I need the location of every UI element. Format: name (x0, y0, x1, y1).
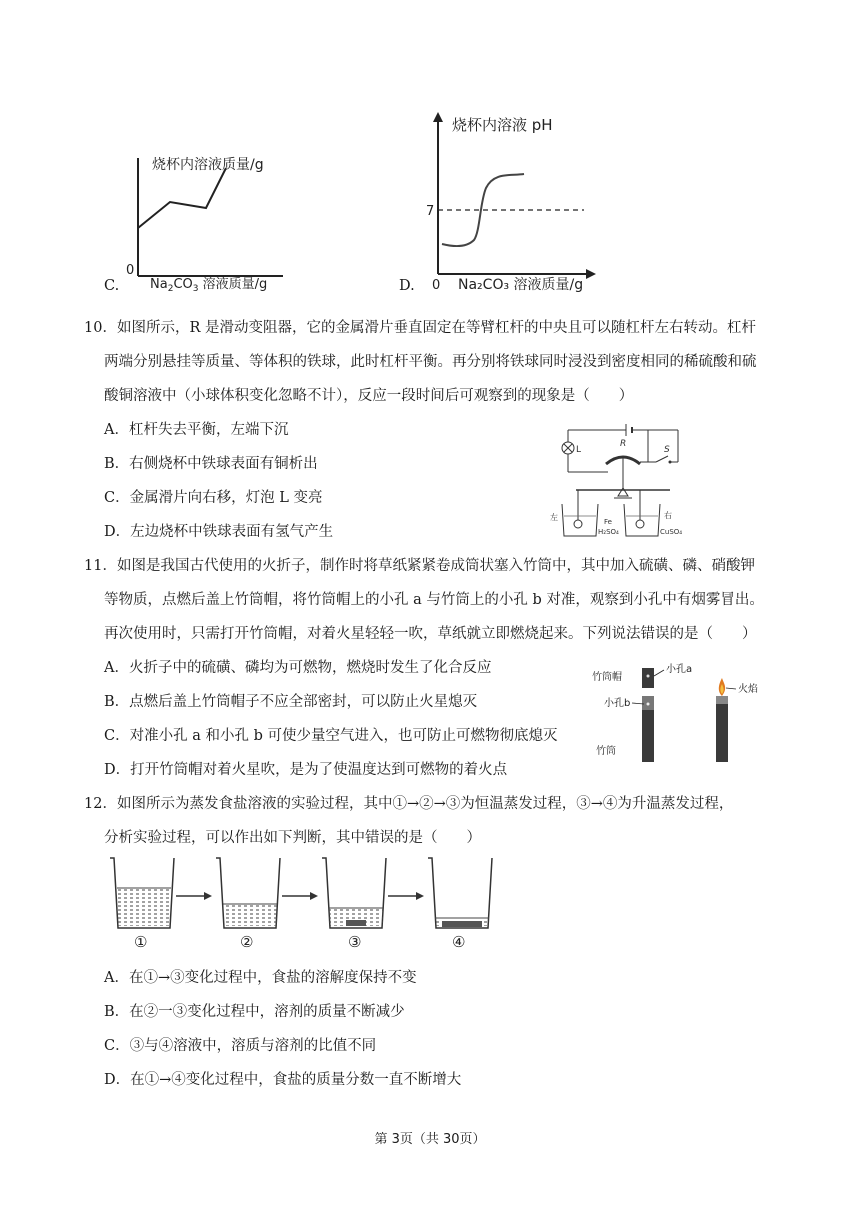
q12-beakers-figure (100, 852, 510, 952)
q11-line-1: 11．如图是我国古代使用的火折子，制作时将草纸紧紧卷成筒状塞入竹筒中，其中加入硫磺、磷、硝酸钾 (84, 558, 755, 574)
svg-text:小孔b: 小孔b (604, 698, 631, 709)
q12-option-d: D．在①→④变化过程中，食盐的质量分数一直不断增大 (104, 1072, 462, 1088)
graph-d-ylabel: 烧杯内溶液 pH (452, 116, 553, 134)
q10-circuit-figure (548, 412, 708, 542)
q10-option-a: A．杠杆失去平衡，左端下沉 (104, 422, 289, 438)
q11-line-2: 等物质，点燃后盖上竹筒帽，将竹筒帽上的小孔 a 与竹筒上的小孔 b 对准，观察到小孔中有烟雾冒出。 (104, 592, 764, 608)
graph-d-origin: 0 (432, 278, 441, 293)
svg-text:小孔a: 小孔a (666, 664, 693, 675)
svg-text:H₂SO₄: H₂SO₄ (598, 528, 619, 536)
q12-option-b: B．在②一③变化过程中，溶剂的质量不断减少 (104, 1004, 405, 1020)
q11-fire-starter-figure (592, 662, 772, 772)
svg-text:CuSO₄: CuSO₄ (660, 528, 683, 536)
svg-text:Fe: Fe (604, 518, 612, 526)
q11-line-3: 再次使用时，只需打开竹筒帽，对着火星轻轻一吹，草纸就立即燃烧起来。下列说法错误的是（ ） (104, 626, 757, 642)
q10-line-1: 10．如图所示，R 是滑动变阻器，它的金属滑片垂直固定在等臂杠杆的中央且可以随杠杆左右转动。杠杆 (84, 320, 756, 336)
graph-c-xlabel: $Na_2CO_3$ 溶液质量/g (150, 277, 268, 294)
svg-text:火焰: 火焰 (738, 684, 758, 695)
page-footer: 第 3页（共 30页） (374, 1132, 486, 1147)
svg-text:③: ③ (348, 933, 362, 951)
graph-d-xlabel: Na₂CO₃ 溶液质量/g (458, 277, 584, 293)
q12-option-a: A．在①→③变化过程中，食盐的溶解度保持不变 (104, 970, 417, 986)
svg-text:L: L (576, 445, 582, 455)
q10-option-c: C．金属滑片向右移，灯泡 L 变亮 (104, 490, 323, 506)
svg-text:右: 右 (664, 511, 672, 520)
svg-text:S: S (664, 445, 670, 455)
svg-text:④: ④ (452, 933, 466, 951)
svg-text:左: 左 (550, 513, 558, 522)
q11-option-d: D．打开竹筒帽对着火星吹，是为了使温度达到可燃物的着火点 (104, 762, 508, 778)
q10-option-b: B．右侧烧杯中铁球表面有铜析出 (104, 456, 318, 472)
q10-line-2: 两端分别悬挂等质量、等体积的铁球，此时杠杆平衡。再分别将铁球同时浸没到密度相同的稀硫酸和硫 (104, 354, 757, 370)
q12-option-c: C．③与④溶液中，溶质与溶剂的比值不同 (104, 1038, 377, 1054)
graph-c-ylabel: 烧杯内溶液质量/g (152, 157, 264, 173)
graph-d-ytick: 7 (426, 204, 435, 219)
q10-option-d: D．左边烧杯中铁球表面有氢气产生 (104, 524, 334, 540)
q11-option-a: A．火折子中的硫磺、磷均为可燃物，燃烧时发生了化合反应 (104, 660, 492, 676)
svg-text:①: ① (134, 933, 148, 951)
svg-text:竹筒帽: 竹筒帽 (592, 672, 622, 683)
q12-line-1: 12．如图所示为蒸发食盐溶液的实验过程，其中①→②→③为恒温蒸发过程，③→④为升温蒸发过程， (84, 796, 734, 812)
svg-text:②: ② (240, 933, 254, 951)
svg-text:R: R (620, 439, 627, 449)
graph-c-letter: C. (104, 278, 120, 294)
q12-line-2: 分析实验过程，可以作出如下判断，其中错误的是（ ） (104, 830, 481, 846)
svg-text:竹筒: 竹筒 (596, 746, 616, 757)
graph-c (118, 140, 298, 296)
q10-line-3: 酸铜溶液中（小球体积变化忽略不计），反应一段时间后可观察到的现象是（ ） (104, 388, 634, 404)
q11-option-b: B．点燃后盖上竹筒帽子不应全部密封，可以防止火星熄灭 (104, 694, 478, 710)
q11-option-c: C．对准小孔 a 和小孔 b 可使少量空气进入，也可防止可燃物彻底熄灭 (104, 728, 558, 744)
graph-c-origin: 0 (126, 263, 135, 278)
graph-d-letter: D. (399, 278, 415, 294)
graph-d (418, 108, 598, 298)
